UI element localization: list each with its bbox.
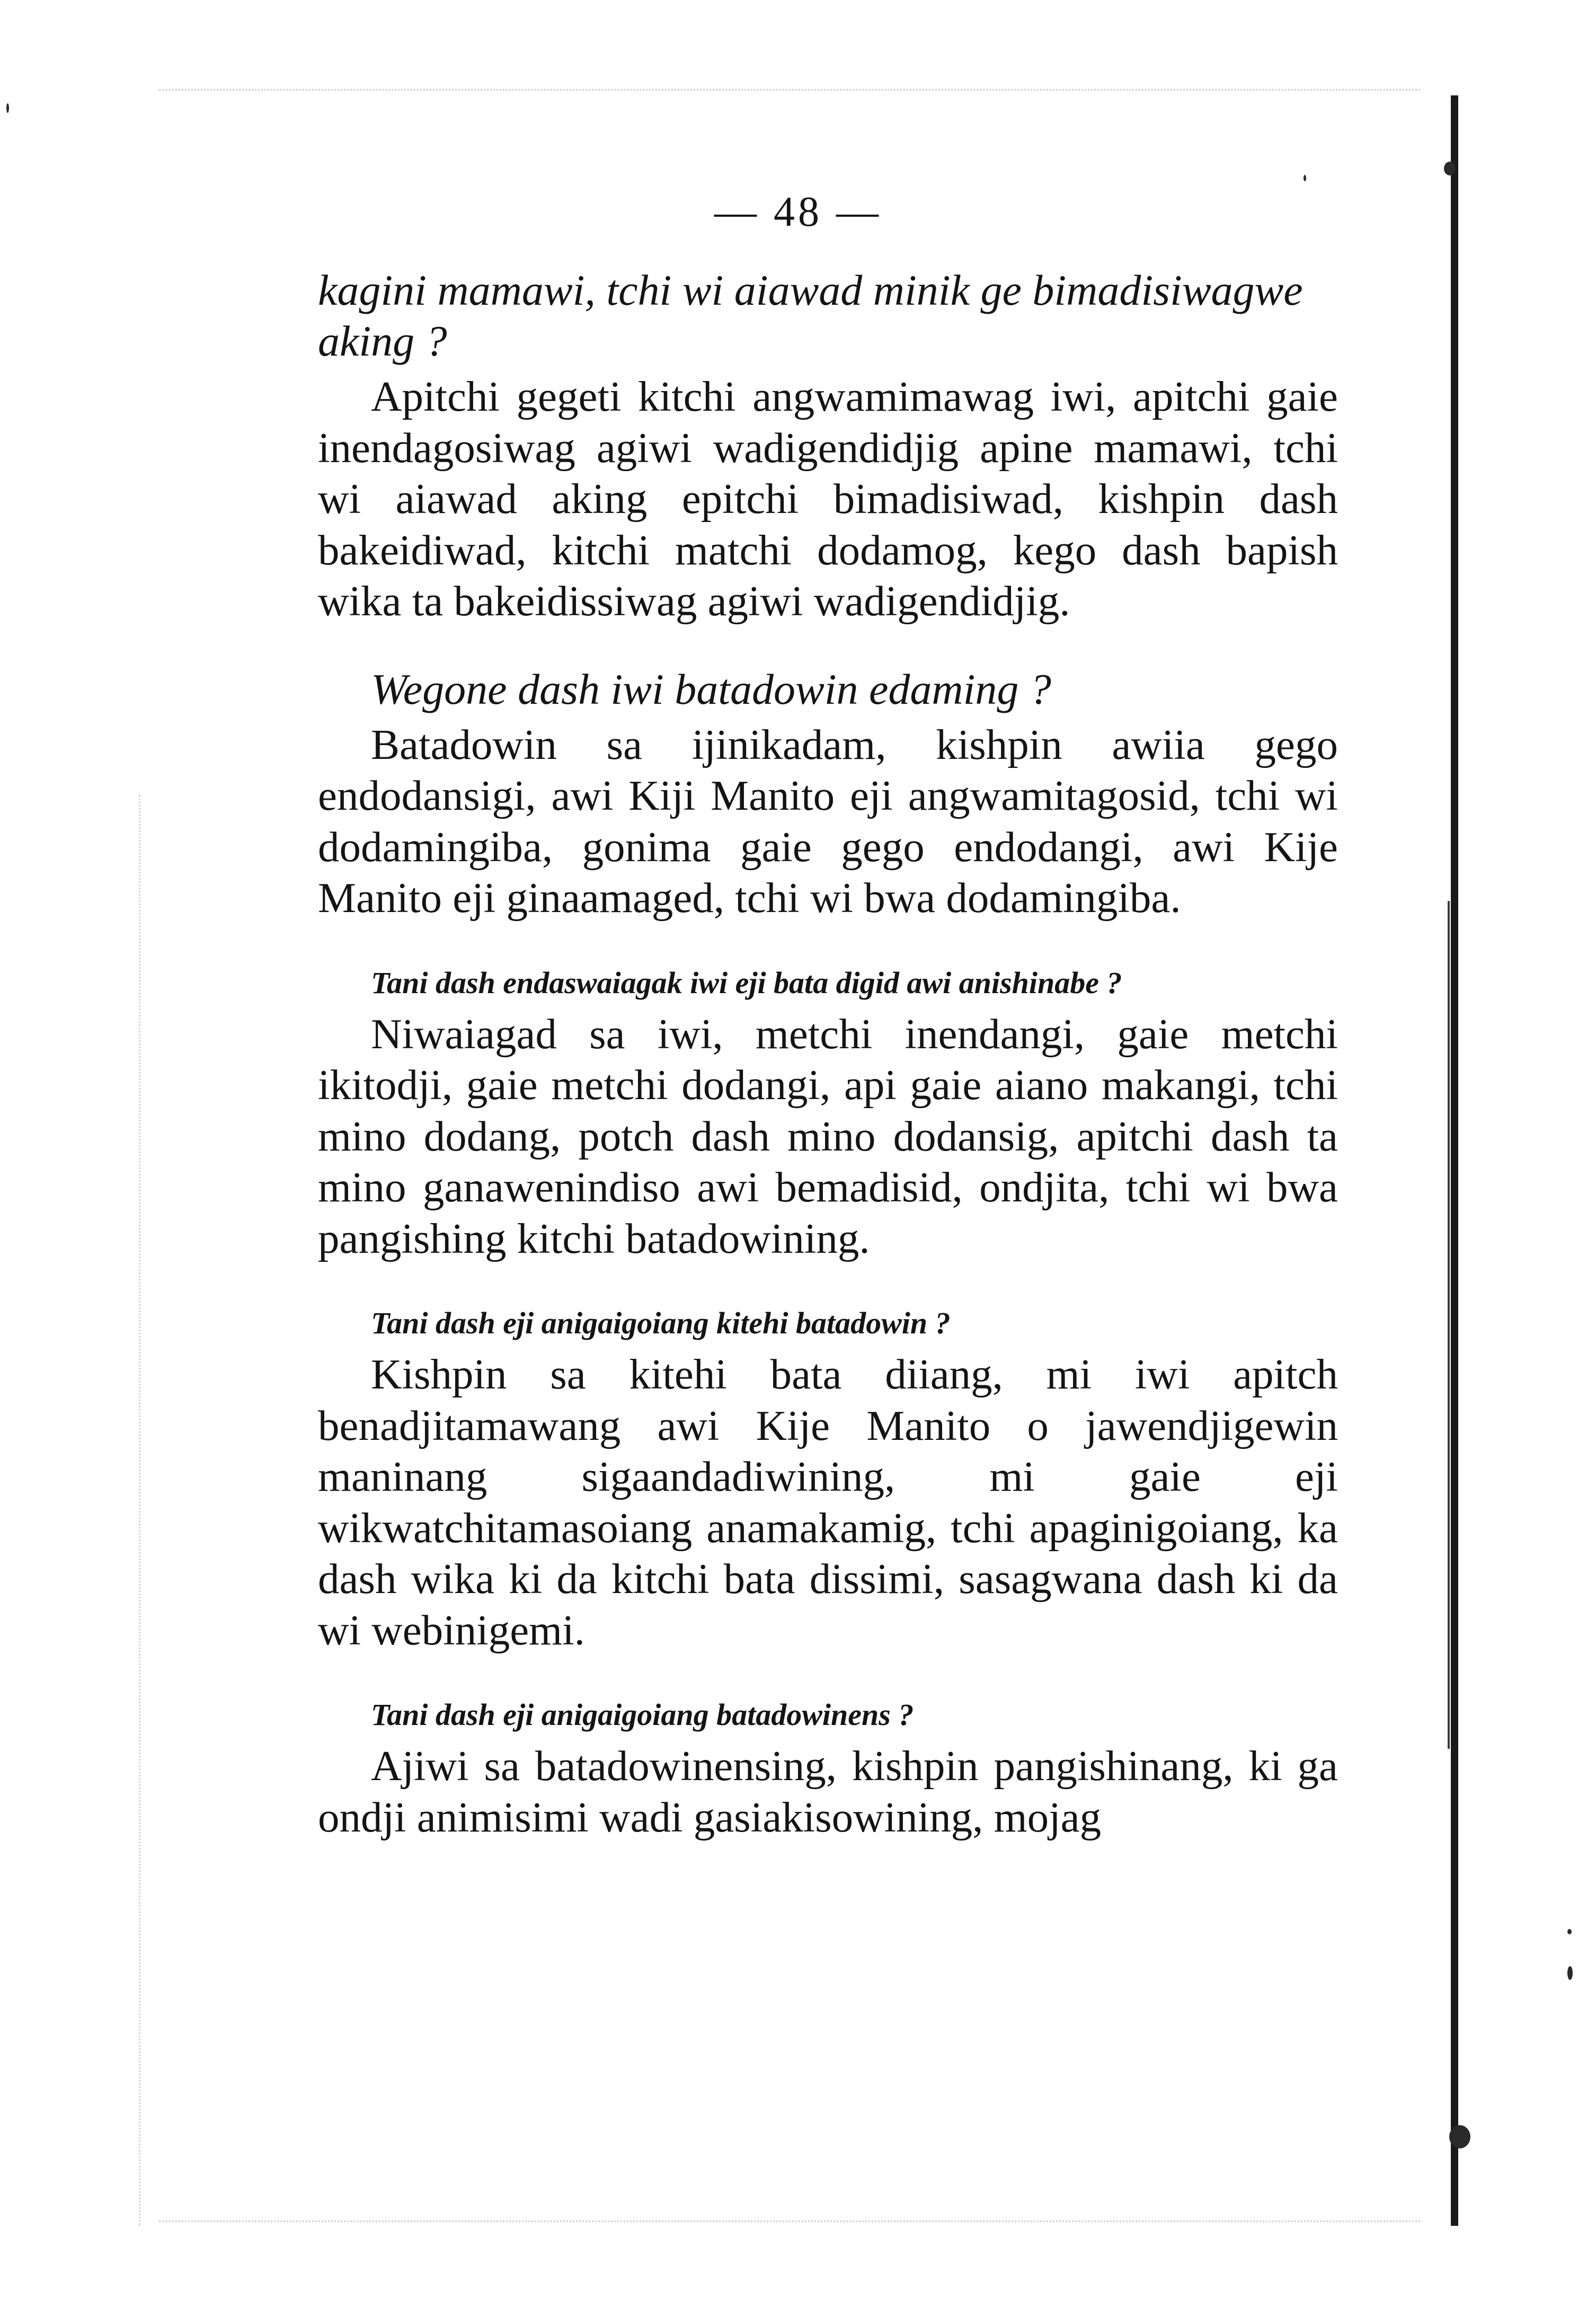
question-paragraph: Tani dash eji anigaigoiang kitehi batadowin ? (371, 1306, 951, 1340)
scan-edge-left (139, 795, 140, 2226)
binding-edge-shadow (1448, 901, 1450, 1749)
answer-paragraph: Apitchi gegeti kitchi angwamimawag iwi, apitchi gaie inendagosiwag agiwi wadigendidjig apine mamawi, tchi wi aiawad aking epitchi bimadisiwad, kishpin dash bakeidiwad, kitchi matchi dodamog, kego dash bapish wika ta bakeidissiwag agiwi wadigendidjig. (318, 373, 1338, 625)
question-paragraph: kagini mamawi, tchi wi aiawad minik ge bimadisiwagwe aking ? (318, 266, 1303, 365)
answer-paragraph: Ajiwi sa batadowinensing, kishpin pangishinang, ki ga ondji animisimi wadi gasiakisowining, mojag (318, 1742, 1338, 1841)
answer-paragraph: Niwaiagad sa iwi, metchi inendangi, gaie metchi ikitodji, gaie metchi dodangi, api gaie aiano makangi, tchi mino dodang, potch dash mino dodansig, apitchi dash ta mino ganawenindiso awi bemadisid, ondjita, tchi wi bwa pangishing kitchi batadowining. (318, 1010, 1338, 1262)
scan-speck (6, 103, 9, 113)
scan-speck (1567, 1929, 1572, 1934)
question-paragraph: Wegone dash iwi batadowin edaming ? (371, 665, 1051, 713)
question-paragraph: Tani dash endaswaiagak iwi eji bata digid awi anishinabe ? (371, 965, 1122, 1000)
binding-edge (1451, 95, 1458, 2226)
answer-paragraph: Kishpin sa kitehi bata diiang, mi iwi apitch benadjitamawang awi Kije Manito o jawendjigewin maninang sigaandadiwining, mi gaie eji wikwatchitamasoiang anamakamig, tchi apaginigoiang, ka dash wika ki da kitchi bata dissimi, sasagwana dash ki da wi webinigemi. (318, 1350, 1338, 1654)
scan-speck (1304, 175, 1306, 181)
scan-speck (1444, 162, 1456, 175)
body-text (318, 265, 1338, 1843)
scan-edge-bottom (159, 2221, 1420, 2222)
page-number: — 48 — (714, 189, 882, 235)
scan-edge-top (159, 89, 1420, 91)
question-paragraph: Tani dash eji anigaigoiang batadowinens ? (371, 1697, 914, 1732)
answer-paragraph: Batadowin sa ijinikadam, kishpin awiia gego endodansigi, awi Kiji Manito eji angwamitagosid, tchi wi dodamingiba, gonima gaie gego endodangi, awi Kije Manito eji ginaamaged, tchi wi bwa dodamingiba. (318, 720, 1338, 922)
scan-speck (1567, 1966, 1573, 1980)
scan-speck (1449, 2125, 1470, 2148)
